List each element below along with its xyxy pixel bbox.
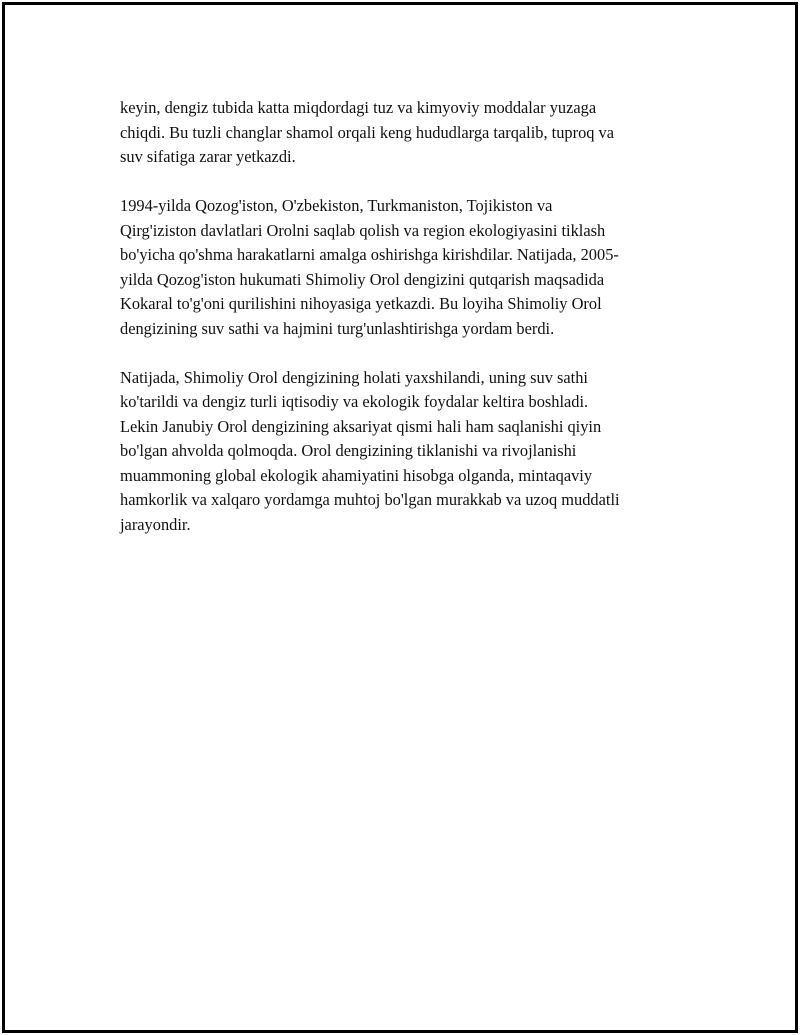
paragraph-2: 1994-yilda Qozog'iston, O'zbekiston, Turkmaniston, Tojikiston va Qirg'iziston davlatlari Orolni saqlab qolish va region ekologiyasini tiklash bo'yicha qo'shma harakatlarni amalga oshirishga kirishdilar. Natijada, 2005- yilda Qozog'iston hukumati Shimoliy Orol dengizini qutqarish maqsadida Kokaral to'g'oni qurilishini nihoyasiga yetkazdi. Bu loyiha Shimoliy Orol dengizining suv sathi va hajmini turg'unlashtirishga yordam berdi. [120, 196, 619, 338]
paragraph-3: Natijada, Shimoliy Orol dengizining holati yaxshilandi, uning suv sathi ko'tarildi va dengiz turli iqtisodiy va ekologik foydalar keltira boshladi. Lekin Janubiy Orol dengizining aksariyat qismi hali ham saqlanishi qiyin bo'lgan ahvolda qolmoqda. Orol dengizining tiklanishi va rivojlanishi muammoning global ekologik ahamiyatini hisobga olganda, mintaqaviy hamkorlik va xalqaro yordamga muhtoj bo'lgan murakkab va uzoq muddatli jarayondir. [120, 367, 620, 534]
document-body [120, 96, 700, 562]
paragraph-1: keyin, dengiz tubida katta miqdordagi tuz va kimyoviy moddalar yuzaga chiqdi. Bu tuzli changlar shamol orqali keng hududlarga tarqalib, tuproq va suv sifatiga zarar yetkazdi. [120, 98, 615, 166]
page-frame [2, 2, 798, 1033]
